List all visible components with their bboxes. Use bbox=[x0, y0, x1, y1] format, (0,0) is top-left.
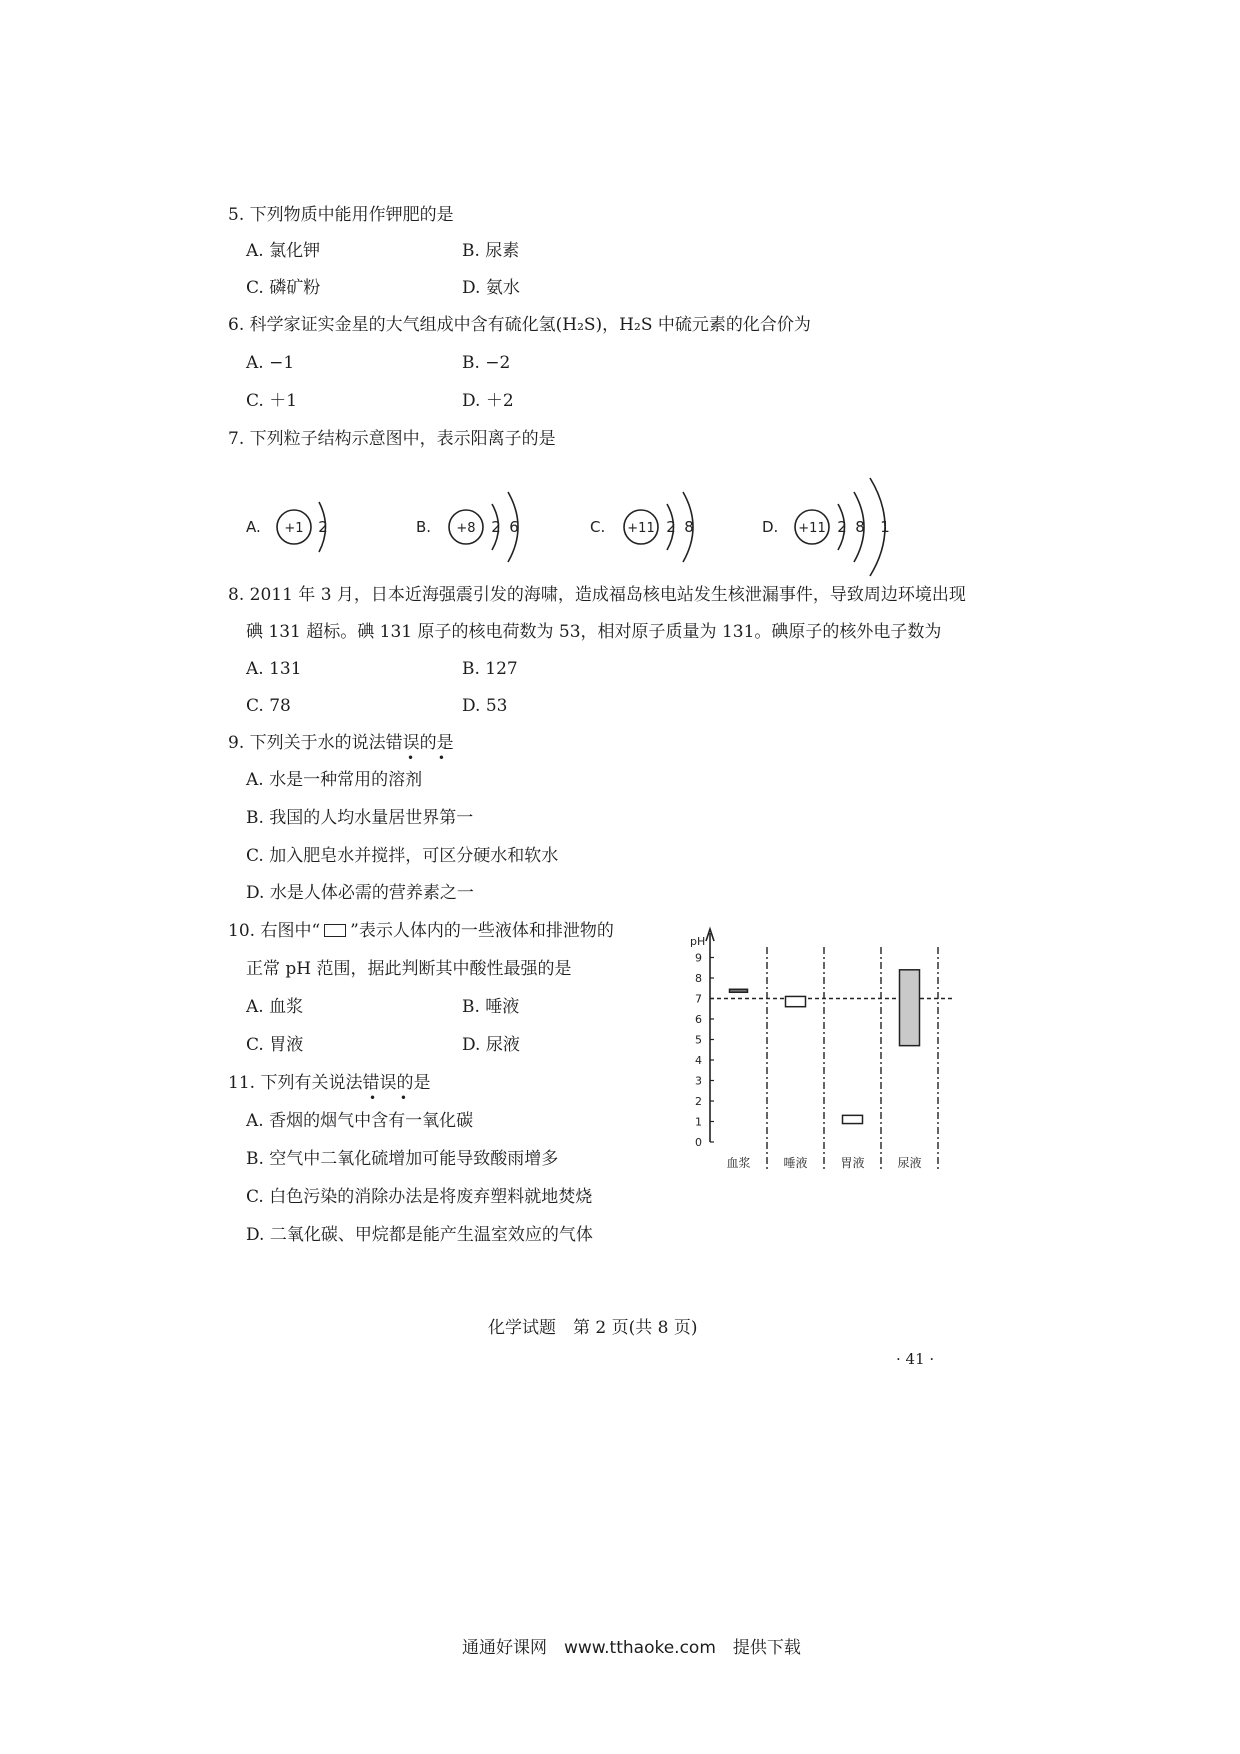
q6-option-d: D. ＋2 bbox=[462, 391, 514, 411]
atom-d-electrons-3: 1 bbox=[880, 518, 890, 536]
atom-d-letter: D. bbox=[762, 518, 779, 536]
q5-stem: 5. 下列物质中能用作钾肥的是 bbox=[228, 205, 454, 225]
y-axis-label: pH bbox=[690, 935, 706, 948]
q8-stem-line-1: 8. 2011 年 3 月，日本近海强震引发的海啸，造成福岛核电站发生核泄漏事件，导致周边环境出现 bbox=[228, 585, 966, 605]
y-tick-label-8: 8 bbox=[695, 972, 702, 985]
q8-stem-line-2: 碘 131 超标。碘 131 原子的核电荷数为 53，相对原子质量为 131。碘原子的核外电子数为 bbox=[246, 622, 942, 642]
range-box-symbol bbox=[324, 924, 346, 937]
q6-option-b: B. −2 bbox=[462, 353, 511, 373]
y-tick-label-1: 1 bbox=[695, 1115, 702, 1129]
y-tick-label-2: 2 bbox=[695, 1095, 702, 1108]
q11-stem: 11. 下列有关说法错误的是 bbox=[228, 1073, 431, 1093]
q6-option-a: A. −1 bbox=[246, 353, 295, 373]
atom-c-nucleus-charge: +11 bbox=[627, 521, 655, 536]
q9-emphasis-dots: • • bbox=[407, 751, 455, 765]
q10-option-c: C. 胃液 bbox=[246, 1035, 304, 1055]
q11-option-c: C. 白色污染的消除办法是将废弃塑料就地焚烧 bbox=[246, 1187, 593, 1207]
atom-b-electrons-2: 6 bbox=[509, 518, 519, 536]
q10-stem-line-1 bbox=[228, 920, 614, 942]
y-tick-label-4: 4 bbox=[695, 1054, 702, 1067]
q7-stem: 7. 下列粒子结构示意图中，表示阳离子的是 bbox=[228, 429, 556, 449]
q5-option-d: D. 氨水 bbox=[462, 278, 520, 298]
q9-option-b: B. 我国的人均水量居世界第一 bbox=[246, 808, 474, 828]
ph-range-bar-2 bbox=[786, 996, 806, 1006]
ph-range-bar-3 bbox=[843, 1115, 863, 1123]
atom-d-electrons-2: 8 bbox=[855, 518, 865, 536]
atom-d-electrons-1: 2 bbox=[837, 518, 847, 536]
atom-d-nucleus-charge: +11 bbox=[798, 521, 826, 536]
atom-a-letter: A. bbox=[246, 518, 261, 536]
q5-option-c: C. 磷矿粉 bbox=[246, 278, 321, 298]
q10-option-b: B. 唾液 bbox=[462, 997, 520, 1017]
q11-option-b: B. 空气中二氧化硫增加可能导致酸雨增多 bbox=[246, 1149, 559, 1169]
q5-option-a: A. 氯化钾 bbox=[246, 241, 321, 261]
q8-option-d: D. 53 bbox=[462, 696, 508, 716]
q9-option-d: D. 水是人体必需的营养素之一 bbox=[246, 883, 474, 903]
y-tick-label-7: 7 bbox=[695, 992, 702, 1006]
y-tick-label-5: 5 bbox=[695, 1033, 702, 1047]
atom-c-letter: C. bbox=[590, 518, 606, 536]
q5-option-b: B. 尿素 bbox=[462, 241, 520, 261]
q8-option-c: C. 78 bbox=[246, 696, 291, 716]
q10-stem-part-1: 10. 右图中“ bbox=[228, 921, 321, 941]
q11-option-d: D. 二氧化碳、甲烷都是能产生温室效应的气体 bbox=[246, 1225, 593, 1245]
category-label-2: 唾液 bbox=[783, 1156, 808, 1170]
q10-option-d: D. 尿液 bbox=[462, 1035, 520, 1055]
atom-c-electrons-2: 8 bbox=[684, 518, 694, 536]
q6-option-c: C. ＋1 bbox=[246, 391, 298, 411]
y-tick-label-0: 0 bbox=[695, 1136, 702, 1149]
atom-c-electrons-1: 2 bbox=[666, 518, 676, 536]
y-tick-label-3: 3 bbox=[695, 1074, 702, 1088]
page-info: 化学试题 第 2 页(共 8 页) bbox=[488, 1318, 698, 1338]
ph-range-bar-4 bbox=[900, 970, 920, 1046]
page-number: · 41 · bbox=[896, 1350, 935, 1368]
q7-atom-diagrams bbox=[230, 470, 930, 580]
q10-option-a: A. 血浆 bbox=[246, 997, 304, 1017]
q11-option-a: A. 香烟的烟气中含有一氧化碳 bbox=[246, 1111, 474, 1131]
q8-option-a: A. 131 bbox=[246, 659, 302, 679]
category-label-3: 胃液 bbox=[840, 1156, 865, 1170]
q9-option-a: A. 水是一种常用的溶剂 bbox=[246, 770, 423, 790]
q8-option-b: B. 127 bbox=[462, 659, 518, 679]
q9-option-c: C. 加入肥皂水并搅拌，可区分硬水和软水 bbox=[246, 846, 559, 866]
category-label-1: 血浆 bbox=[726, 1156, 751, 1170]
atom-b-electrons-1: 2 bbox=[491, 518, 501, 536]
atom-a-electrons-1: 2 bbox=[318, 518, 328, 536]
ph-range-bar-1 bbox=[730, 989, 748, 992]
atom-a-nucleus-charge: +1 bbox=[284, 521, 304, 536]
q10-stem-line-2: 正常 pH 范围，据此判断其中酸性最强的是 bbox=[246, 959, 572, 979]
download-credit: 通通好课网 www.tthaoke.com 提供下载 bbox=[462, 1638, 801, 1658]
q11-emphasis-dots: • • bbox=[369, 1091, 417, 1105]
atom-b-nucleus-charge: +8 bbox=[456, 521, 476, 536]
y-tick-label-9: 9 bbox=[695, 951, 702, 965]
category-label-4: 尿液 bbox=[897, 1156, 922, 1170]
y-tick-label-6: 6 bbox=[695, 1013, 702, 1026]
q6-stem: 6. 科学家证实金星的大气组成中含有硫化氢(H₂S)，H₂S 中硫元素的化合价为 bbox=[228, 315, 811, 335]
q9-stem: 9. 下列关于水的说法错误的是 bbox=[228, 733, 454, 753]
atom-b-letter: B. bbox=[416, 518, 432, 536]
ph-range-chart bbox=[680, 925, 970, 1175]
q10-stem-part-2: ”表示人体内的一些液体和排泄物的 bbox=[350, 921, 614, 941]
